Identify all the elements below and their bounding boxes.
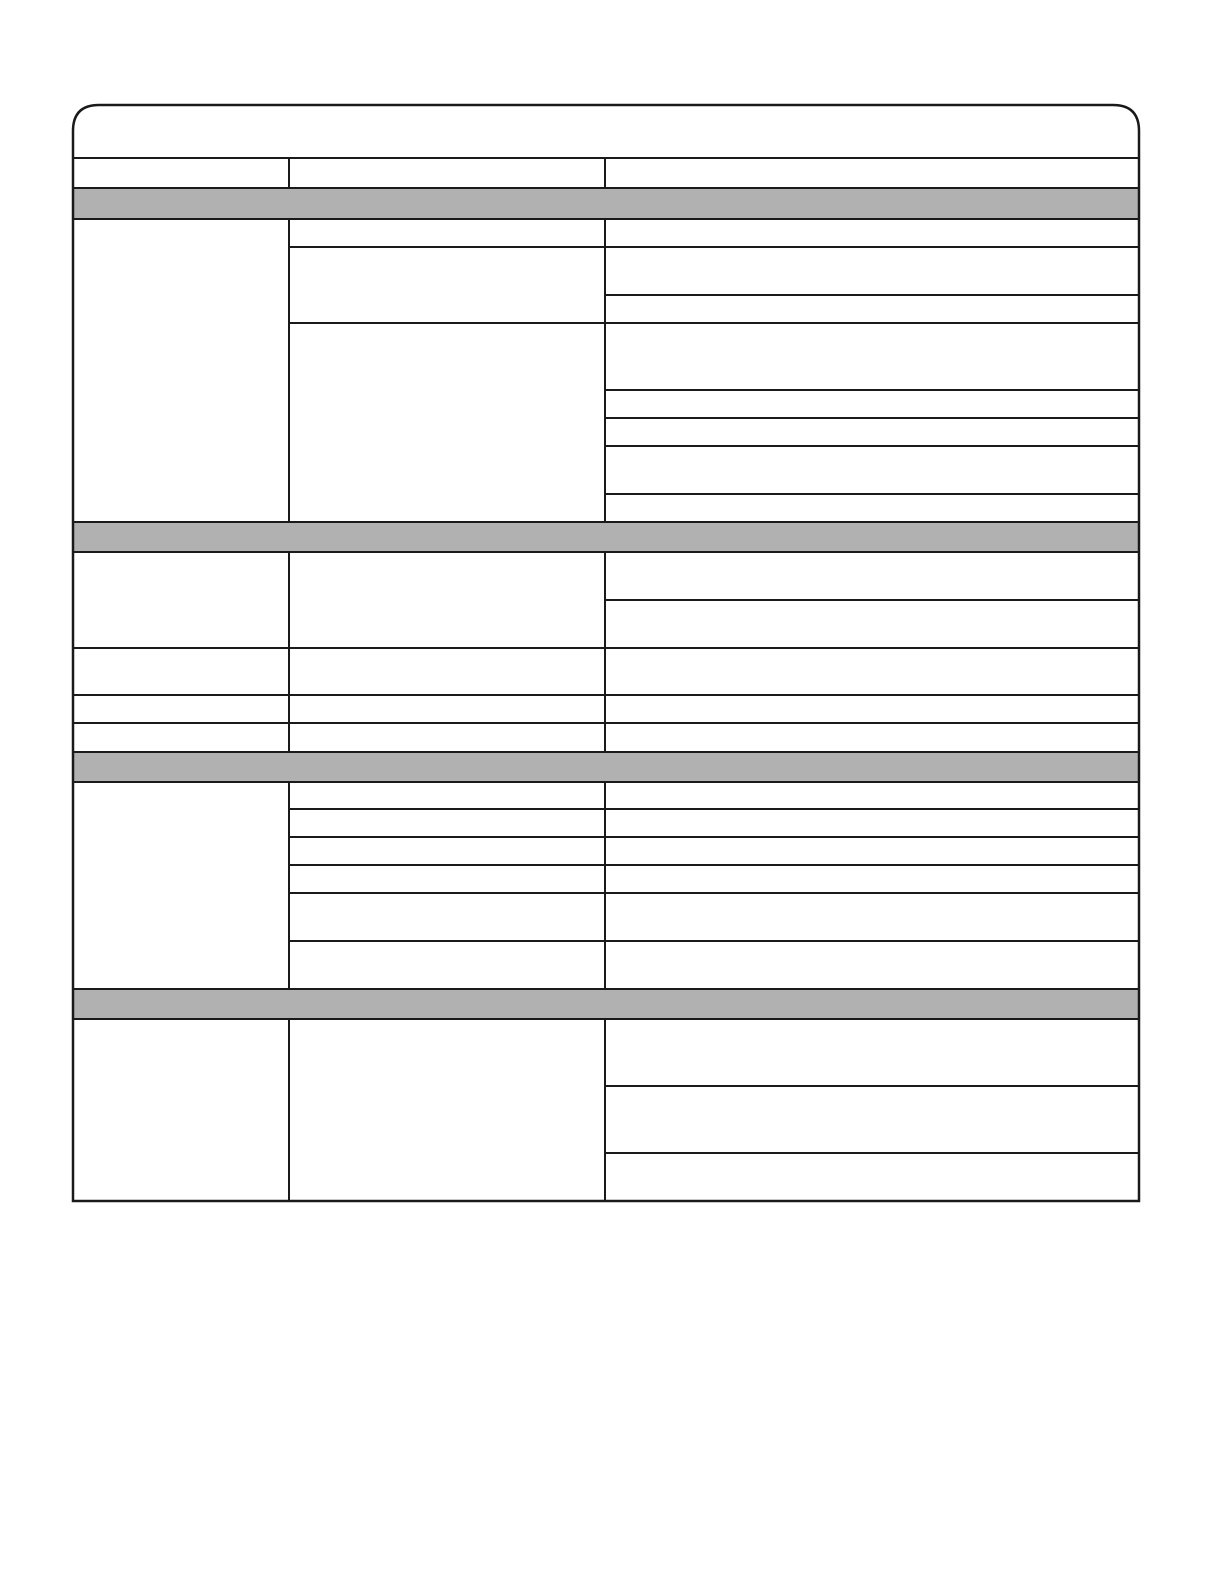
section-band-1 (73, 188, 1139, 219)
section-band-3 (73, 752, 1139, 782)
vertical-rules (289, 158, 605, 1201)
section-band-2 (73, 522, 1139, 552)
section-band-4 (73, 989, 1139, 1019)
